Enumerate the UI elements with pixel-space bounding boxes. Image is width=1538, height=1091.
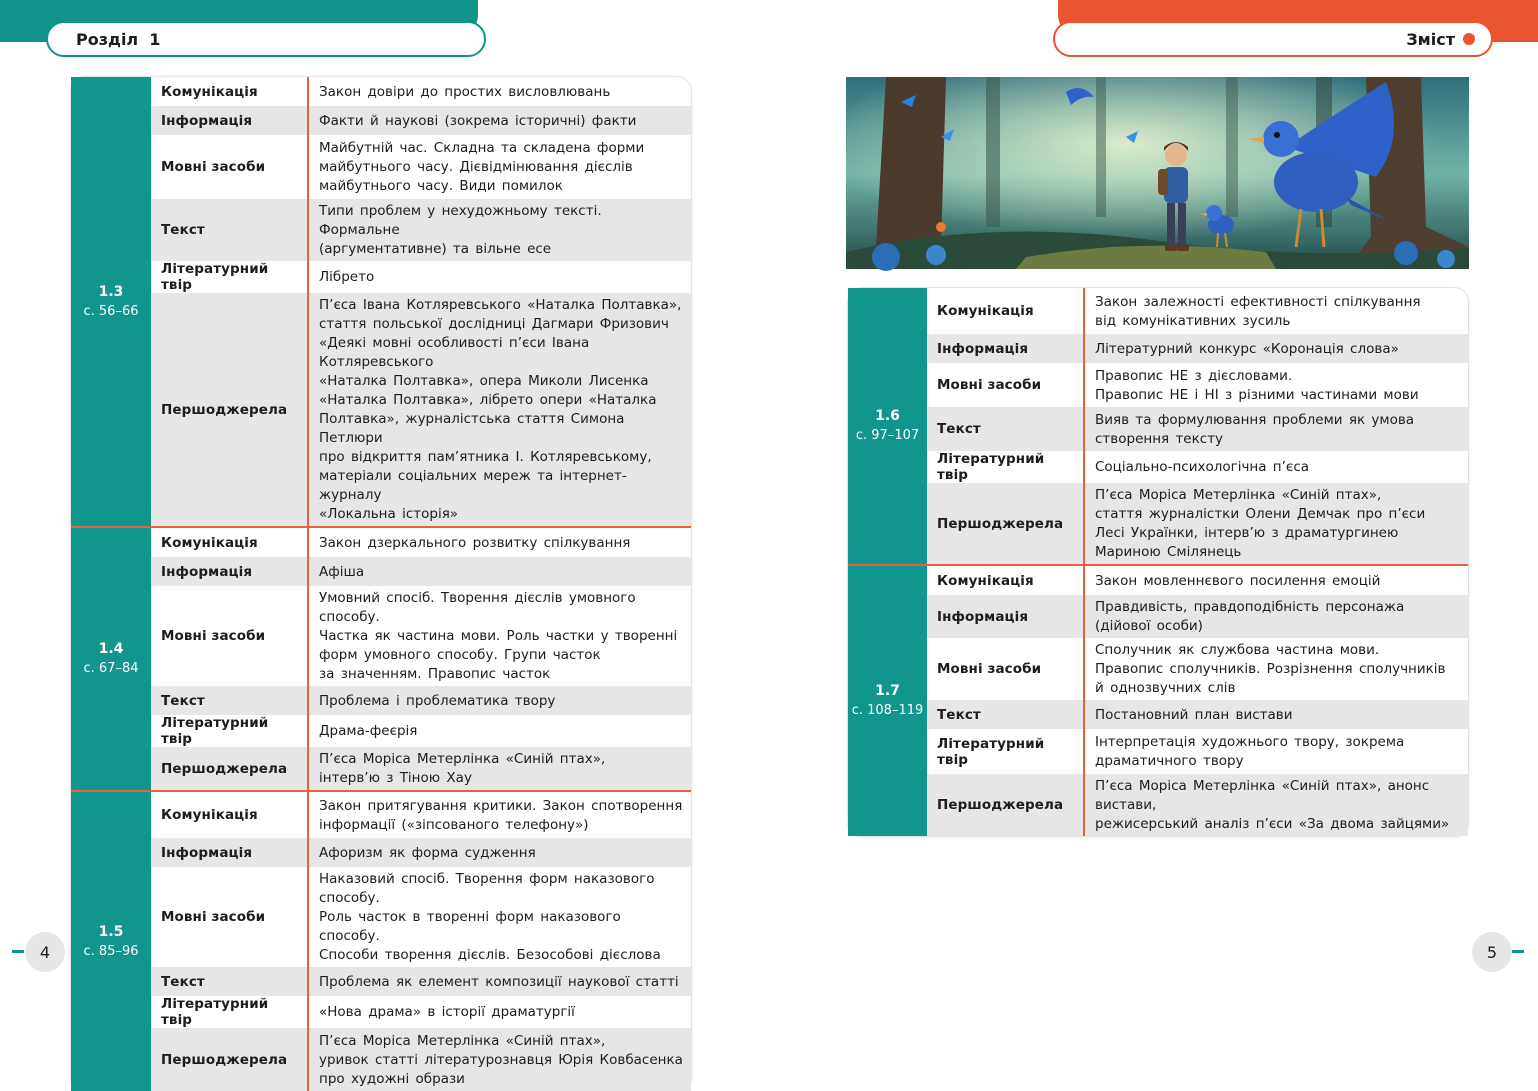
contents-table-right bbox=[848, 288, 1468, 836]
forest-illustration bbox=[846, 77, 1469, 269]
row-category: Інформація bbox=[161, 563, 253, 580]
row-description: Закон довіри до простих висловлювань bbox=[307, 77, 691, 106]
row-description: П’єса Моріса Метерлінка «Синій птах», інтерв’ю з Тіною Хау bbox=[307, 747, 691, 790]
row-description: Закон дзеркального розвитку спілкування bbox=[307, 528, 691, 557]
table-row bbox=[927, 451, 1468, 483]
row-description: Афіша bbox=[307, 557, 691, 586]
unit-block bbox=[71, 526, 691, 790]
unit-label bbox=[848, 288, 927, 564]
row-description: Закон залежності ефективності спілкування від комунікативних зусиль bbox=[1083, 288, 1468, 334]
unit-pages: с. 97–107 bbox=[855, 428, 920, 443]
unit-number: 1.4 bbox=[98, 641, 124, 657]
unit-number: 1.3 bbox=[98, 283, 124, 300]
page-number-left: 4 bbox=[25, 932, 65, 972]
row-category: Літературний твір bbox=[937, 735, 1045, 768]
table-row bbox=[151, 967, 691, 996]
page-tick-right bbox=[1512, 950, 1524, 953]
table-row bbox=[151, 715, 691, 747]
row-category: Текст bbox=[161, 692, 205, 709]
unit-block bbox=[71, 77, 691, 526]
row-category: Комунікація bbox=[161, 807, 258, 823]
unit-pages: с. 85–96 bbox=[83, 943, 139, 959]
dot-icon bbox=[1463, 33, 1475, 45]
row-description: Правдивість, правдоподібність персонажа (дійової особи) bbox=[1083, 595, 1468, 638]
table-row bbox=[927, 774, 1468, 836]
table-row bbox=[927, 363, 1468, 407]
row-category: Першоджерела bbox=[161, 1051, 288, 1068]
row-description: Правопис НЕ з дієсловами. Правопис НЕ і НІ з різними частинами мови bbox=[1083, 363, 1468, 407]
row-category: Літературний твір bbox=[161, 996, 269, 1028]
row-description: Закон притягування критики. Закон спотворення інформації («зіпсованого телефону») bbox=[307, 792, 691, 838]
row-description: П’єса Моріса Метерлінка «Синій птах», стаття журналістки Олени Демчак про п’єси Лесі Українки, інтерв’ю з драматургинею Мариною Смілянець bbox=[1083, 483, 1468, 564]
unit-number: 1.5 bbox=[98, 923, 124, 940]
unit-block bbox=[848, 564, 1468, 836]
row-category: Літературний твір bbox=[161, 261, 269, 293]
table-row bbox=[151, 557, 691, 586]
section-title-pill bbox=[46, 21, 486, 57]
unit-pages: с. 108–119 bbox=[851, 703, 924, 718]
section-title: Розділ 1 bbox=[76, 29, 161, 49]
row-description: Драма-феєрія bbox=[307, 715, 691, 747]
row-description: Наказовий спосіб. Творення форм наказового способу. Роль часток в творенні форм наказового способу. Способи творення дієслів. Безособові дієслова bbox=[307, 867, 691, 967]
table-row bbox=[151, 135, 691, 199]
table-row bbox=[151, 77, 691, 106]
table-row bbox=[927, 334, 1468, 363]
row-description: Сполучник як службова частина мови. Правопис сполучників. Розрізнення сполучників й однозвучних слів bbox=[1083, 638, 1468, 700]
page-number-right: 5 bbox=[1472, 932, 1512, 972]
row-category: Літературний твір bbox=[937, 451, 1045, 483]
row-description: Соціально-психологічна п’єса bbox=[1083, 451, 1468, 483]
row-category: Першоджерела bbox=[937, 797, 1064, 813]
row-description: Постановний план вистави bbox=[1083, 700, 1468, 729]
unit-label bbox=[71, 77, 151, 526]
table-row bbox=[151, 261, 691, 293]
table-row bbox=[151, 1028, 691, 1091]
row-category: Інформація bbox=[937, 340, 1029, 357]
unit-block bbox=[71, 790, 691, 1091]
row-category: Текст bbox=[161, 222, 205, 238]
row-category: Інформація bbox=[937, 608, 1029, 625]
row-category: Інформація bbox=[161, 844, 253, 861]
unit-rows bbox=[927, 566, 1468, 836]
row-category: Першоджерела bbox=[937, 515, 1064, 532]
contents-table-left bbox=[71, 77, 691, 1091]
unit-label bbox=[848, 566, 927, 836]
row-category: Літературний твір bbox=[161, 715, 269, 747]
row-category: Мовні засоби bbox=[161, 909, 266, 925]
row-category: Мовні засоби bbox=[161, 628, 266, 644]
unit-label bbox=[71, 792, 151, 1091]
unit-label bbox=[71, 528, 151, 790]
table-row bbox=[151, 199, 691, 261]
table-row bbox=[151, 528, 691, 557]
row-category: Комунікація bbox=[161, 534, 258, 551]
unit-block bbox=[848, 288, 1468, 564]
table-row bbox=[151, 867, 691, 967]
table-row bbox=[927, 638, 1468, 700]
row-description: Факти й наукові (зокрема історичні) факти bbox=[307, 106, 691, 135]
row-category: Комунікація bbox=[161, 83, 258, 100]
row-description: Майбутній час. Складна та складена форми майбутнього часу. Дієвідмінювання дієслів майбутнього часу. Види помилок bbox=[307, 135, 691, 199]
table-row bbox=[927, 700, 1468, 729]
row-description: Афоризм як форма судження bbox=[307, 838, 691, 867]
row-category: Першоджерела bbox=[161, 760, 288, 777]
table-row bbox=[151, 838, 691, 867]
row-category: Мовні засоби bbox=[937, 661, 1042, 677]
table-row bbox=[151, 686, 691, 715]
unit-rows bbox=[151, 792, 691, 1091]
unit-rows bbox=[927, 288, 1468, 564]
row-description: Інтерпретація художнього твору, зокрема драматичного твору bbox=[1083, 729, 1468, 774]
row-description: Проблема як елемент композиції наукової статті bbox=[307, 967, 691, 996]
table-row bbox=[927, 595, 1468, 638]
row-category: Текст bbox=[937, 421, 981, 437]
unit-rows bbox=[151, 528, 691, 790]
contents-title: Зміст bbox=[1406, 29, 1455, 49]
table-row bbox=[151, 106, 691, 135]
row-category: Комунікація bbox=[937, 303, 1034, 319]
row-description: Літературний конкурс «Коронація слова» bbox=[1083, 334, 1468, 363]
table-row bbox=[151, 586, 691, 686]
unit-pages: с. 67–84 bbox=[83, 661, 139, 676]
table-row bbox=[151, 792, 691, 838]
table-row bbox=[927, 566, 1468, 595]
row-category: Першоджерела bbox=[161, 401, 288, 418]
unit-pages: с. 56–66 bbox=[83, 303, 139, 319]
table-row bbox=[927, 407, 1468, 451]
row-description: Закон мовленнєвого посилення емоцій bbox=[1083, 566, 1468, 595]
row-description: «Нова драма» в історії драматургії bbox=[307, 996, 691, 1028]
table-row bbox=[927, 483, 1468, 564]
row-description: П’єса Моріса Метерлінка «Синій птах», анонс вистави, режисерський аналіз п’єси «За двома зайцями» bbox=[1083, 774, 1468, 836]
table-row bbox=[151, 293, 691, 526]
unit-number: 1.7 bbox=[875, 683, 900, 699]
row-description: П’єса Івана Котляревського «Наталка Полтавка», стаття польської дослідниці Дагмари Фризович «Деякі мовні особливості п’єси Івана Котляревського «Наталка Полтавка», опера Миколи Лисенка «Наталка Полтавка», лібрето опери «Наталка Полтавка», журналістська стаття Симона Петлюри про відкриття пам’ятника І. Котляревському, матеріали соціальних мереж та інтернет-журналу «Локальна історія» bbox=[307, 293, 691, 526]
row-category: Інформація bbox=[161, 112, 253, 129]
unit-number: 1.6 bbox=[875, 408, 900, 424]
table-row bbox=[151, 747, 691, 790]
row-description: Умовний спосіб. Творення дієслів умовного способу. Частка як частина мови. Роль частки у творенні форм умовного способу. Групи часток за значенням. Правопис часток bbox=[307, 586, 691, 686]
unit-rows bbox=[151, 77, 691, 526]
row-description: Лібрето bbox=[307, 261, 691, 293]
row-category: Текст bbox=[937, 706, 981, 723]
table-row bbox=[927, 729, 1468, 774]
table-row bbox=[151, 996, 691, 1028]
page-tick-left bbox=[12, 950, 24, 953]
table-row bbox=[927, 288, 1468, 334]
row-description: Проблема і проблематика твору bbox=[307, 686, 691, 715]
row-category: Текст bbox=[161, 973, 205, 990]
contents-title-pill bbox=[1053, 21, 1493, 57]
row-description: Типи проблем у нехудожньому тексті. Формальне (аргументативне) та вільне есе bbox=[307, 199, 691, 261]
row-category: Мовні засоби bbox=[937, 377, 1042, 393]
row-description: П’єса Моріса Метерлінка «Синій птах», уривок статті літературознавця Юрія Ковбасенка про художні образи bbox=[307, 1028, 691, 1091]
row-category: Мовні засоби bbox=[161, 159, 266, 175]
row-description: Вияв та формулювання проблеми як умова створення тексту bbox=[1083, 407, 1468, 451]
row-category: Комунікація bbox=[937, 572, 1034, 589]
